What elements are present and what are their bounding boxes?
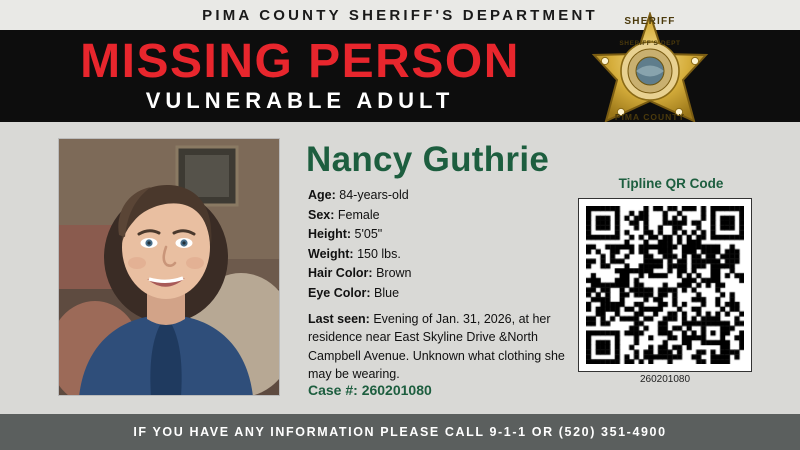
detail-value-sex: Female — [337, 207, 380, 222]
qr-code-image — [586, 206, 744, 364]
detail-value-hair-color: Brown — [376, 266, 412, 281]
detail-label-eye-color: Eye Color: — [308, 285, 371, 300]
person-name: Nancy Guthrie — [306, 140, 550, 179]
detail-value-weight: 150 lbs. — [357, 246, 401, 261]
badge-bottom-text: PIMA COUNTY — [614, 112, 686, 122]
detail-label-last-seen: Last seen: — [308, 311, 370, 326]
detail-value-last-seen: Evening of Jan. 31, 2026, at her residence near East Skyline Drive &North Campbell Avenue. Unknown what clothing she may be wearing. — [308, 311, 565, 382]
detail-row-eye-color — [308, 284, 570, 303]
detail-label-weight: Weight: — [308, 246, 354, 261]
badge-mid-text: SHERIFF'S DEPT — [619, 40, 681, 47]
detail-row-sex — [308, 206, 570, 225]
detail-label-sex: Sex: — [308, 207, 335, 222]
qr-code-caption: 260201080 — [639, 374, 691, 385]
detail-value-eye-color: Blue — [374, 285, 400, 300]
person-details — [308, 186, 570, 385]
detail-label-hair-color: Hair Color: — [308, 266, 373, 281]
qr-code-label: Tipline QR Code — [618, 176, 724, 191]
badge-top-text: SHERIFF — [624, 16, 676, 27]
missing-person-photo — [58, 138, 280, 396]
detail-row-weight — [308, 245, 570, 264]
subhead-vulnerable-adult: VULNERABLE ADULT — [145, 88, 455, 113]
detail-label-height: Height: — [308, 227, 352, 242]
detail-label-age: Age: — [308, 188, 336, 202]
detail-row-last-seen — [308, 310, 570, 384]
detail-value-height: 5'05" — [354, 227, 383, 242]
department-title: PIMA COUNTY SHERIFF'S DEPARTMENT — [202, 6, 598, 24]
sheriff-star-badge-icon — [586, 12, 714, 136]
case-number: Case #: 260201080 — [308, 382, 432, 398]
detail-value-age: 84-years-old — [339, 188, 409, 202]
detail-row-height — [308, 225, 570, 244]
tipline-qr-code[interactable] — [578, 198, 752, 372]
footer-contact-text: IF YOU HAVE ANY INFORMATION PLEASE CALL 9-1-1 OR (520) 351-4900 — [133, 425, 667, 439]
detail-row-hair-color — [308, 264, 570, 283]
headline-missing-person: MISSING PERSON — [80, 35, 520, 88]
detail-row-age — [308, 186, 570, 205]
footer-band — [0, 414, 800, 450]
